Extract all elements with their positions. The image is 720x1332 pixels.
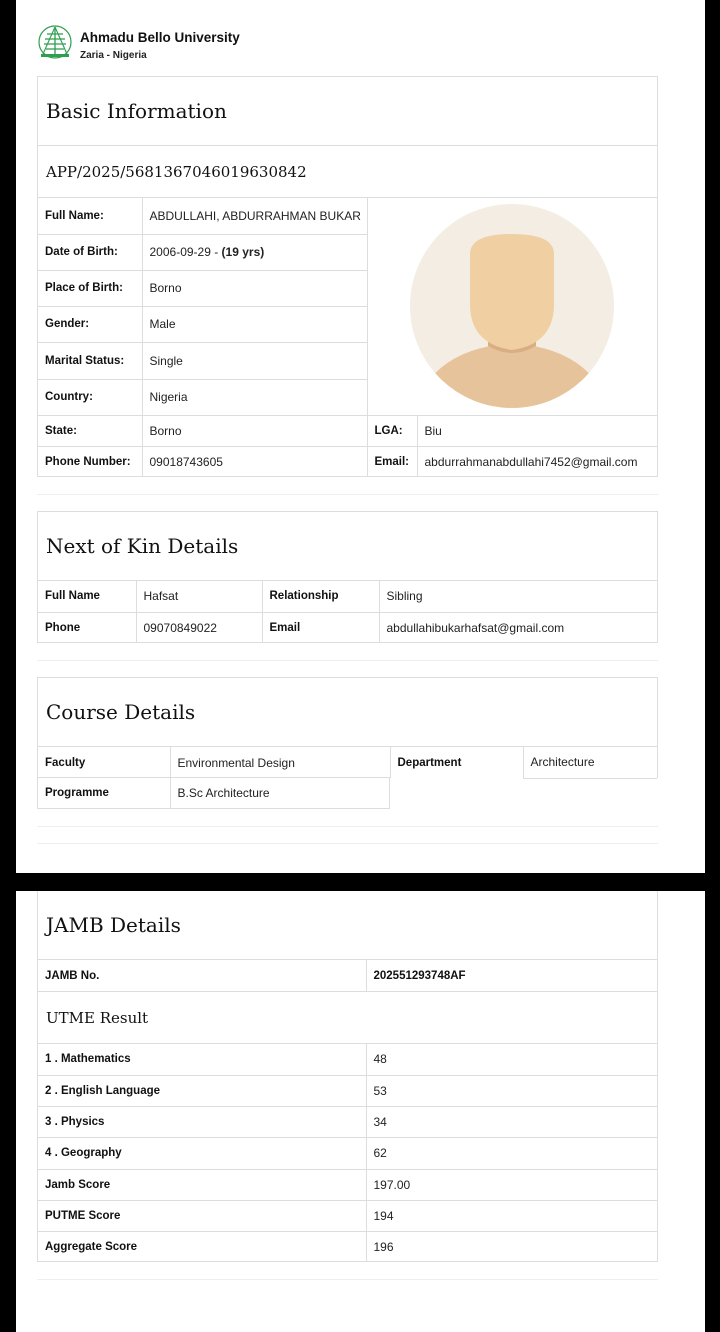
phone-label: Phone Number: [38,446,142,477]
programme-value: B.Sc Architecture [170,778,389,808]
table-row [38,446,657,477]
table-row [38,581,657,612]
state-value: Borno [142,415,367,446]
faculty-value: Environmental Design [170,747,390,778]
table-row [38,1044,657,1075]
lga-value: Biu [417,415,657,446]
table-row [38,1200,657,1231]
university-name: Ahmadu Bello University [80,30,240,45]
subject-score: 62 [366,1137,657,1169]
phone-value: 09018743605 [142,446,367,477]
gender-label: Gender: [38,306,142,342]
department-value: Architecture [523,747,657,778]
subject-score: 34 [366,1106,657,1137]
jamb-score-label: Jamb Score [38,1169,366,1200]
avatar-placeholder-icon [410,204,614,408]
faculty-label: Faculty [38,747,170,778]
full-name-label: Full Name: [38,198,142,234]
table-row [38,1169,657,1200]
table-row [38,960,657,991]
place-of-birth-label: Place of Birth: [38,270,142,306]
kin-phone-label: Phone [38,612,136,643]
dob-label: Date of Birth: [38,234,142,270]
marital-status-label: Marital Status: [38,342,142,379]
basic-information-section [37,76,658,477]
aggregate-score-label: Aggregate Score [38,1231,366,1262]
section-divider [37,660,658,661]
subject-label: 2 . English Language [38,1075,366,1106]
dob-date: 2006-09-29 - [149,245,222,259]
department-label: Department [390,747,523,778]
putme-score-label: PUTME Score [38,1200,366,1231]
next-of-kin-section [37,511,658,643]
table-row [38,198,657,234]
programme-table [38,778,389,808]
table-row [38,747,657,778]
section-divider [37,826,658,827]
putme-score-value: 194 [366,1200,657,1231]
university-header [37,24,437,64]
next-of-kin-title: Next of Kin Details [38,512,657,581]
jamb-details-section [37,891,658,1262]
programme-row [37,777,390,809]
kin-relationship-value: Sibling [379,581,657,612]
age-value: (19 yrs) [221,245,265,259]
table-row [38,1231,657,1262]
photo-cell [367,198,657,415]
lga-label: LGA: [367,415,417,446]
kin-relationship-label: Relationship [262,581,379,612]
utme-result-title: UTME Result [38,991,657,1044]
full-name-value: ABDULLAHI, ABDURRAHMAN BUKAR [142,198,367,234]
basic-information-table [38,198,657,477]
section-divider [37,843,658,844]
table-row [38,778,389,808]
section-divider [37,494,658,495]
jamb-score-value: 197.00 [366,1169,657,1200]
subject-score: 48 [366,1044,657,1075]
table-row [38,612,657,643]
state-label: State: [38,415,142,446]
utme-result-table [38,1044,657,1262]
table-row [38,1106,657,1137]
gender-value: Male [142,306,367,342]
kin-phone-value: 09070849022 [136,612,262,643]
subject-label: 4 . Geography [38,1137,366,1169]
table-row [38,1075,657,1106]
page-two [16,891,705,1332]
next-of-kin-table [38,581,657,643]
kin-full-name-value: Hafsat [136,581,262,612]
marital-status-value: Single [142,342,367,379]
kin-email-label: Email [262,612,379,643]
programme-label: Programme [38,778,170,808]
course-details-title: Course Details [38,678,657,747]
abu-crest-icon [37,24,73,60]
jamb-no-label: JAMB No. [38,960,366,991]
country-label: Country: [38,379,142,415]
jamb-number-table [38,960,657,991]
subject-score: 53 [366,1075,657,1106]
jamb-no-value: 202551293748AF [366,960,657,991]
course-details-table [38,747,657,779]
jamb-details-title: JAMB Details [38,891,657,960]
course-details-section [37,677,658,778]
table-row [38,1137,657,1169]
kin-full-name-label: Full Name [38,581,136,612]
kin-email-value: abdullahibukarhafsat@gmail.com [379,612,657,643]
table-row [38,415,657,446]
university-location: Zaria - Nigeria [80,50,147,61]
basic-information-title: Basic Information [38,77,657,146]
email-label: Email: [367,446,417,477]
application-number: APP/2025/5681367046019630842 [38,146,657,198]
subject-label: 3 . Physics [38,1106,366,1137]
page-one [16,0,705,873]
email-value: abdurrahmanabdullahi7452@gmail.com [417,446,657,477]
aggregate-score-value: 196 [366,1231,657,1262]
country-value: Nigeria [142,379,367,415]
place-of-birth-value: Borno [142,270,367,306]
subject-label: 1 . Mathematics [38,1044,366,1075]
dob-value [142,234,367,270]
section-divider [37,1279,658,1280]
